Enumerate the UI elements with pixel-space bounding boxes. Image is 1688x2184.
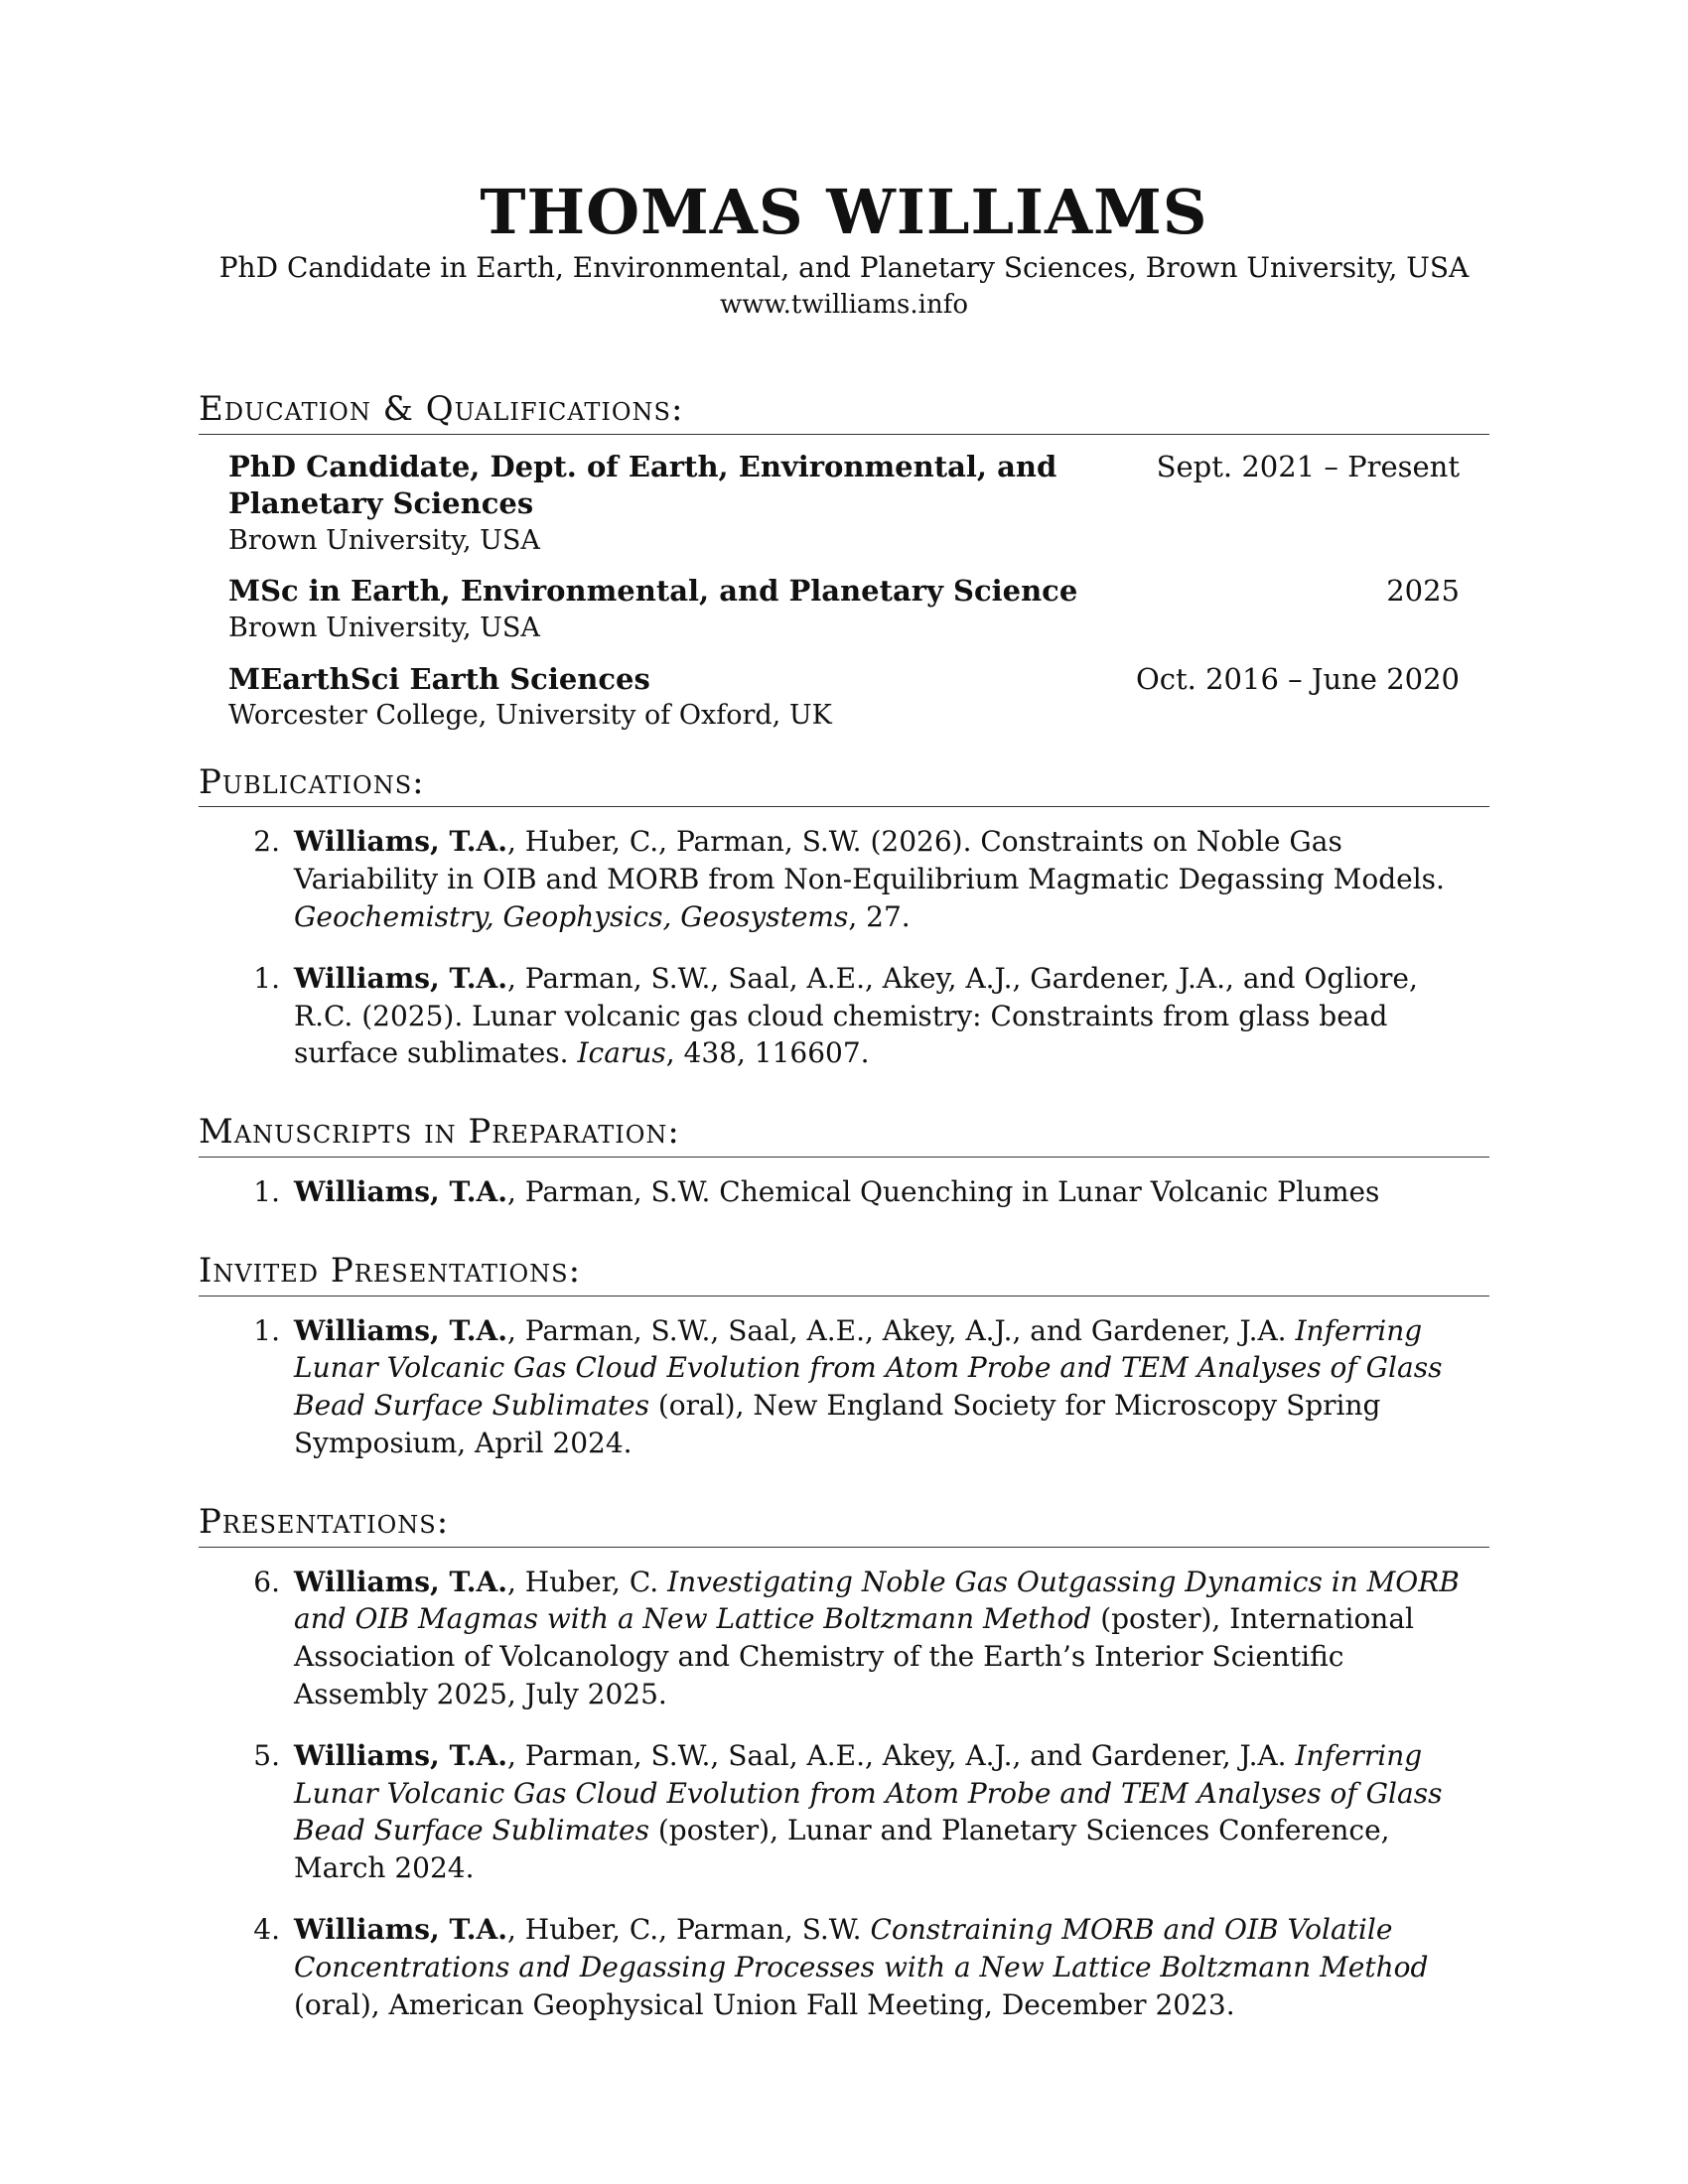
item-number: 4. bbox=[253, 1912, 280, 1946]
entry-venue: (poster), International Association of Volcanology and Chemistry of the Earth’s Interior Scientific Assembly 2025, July 2025. bbox=[294, 1602, 1414, 1710]
list-item bbox=[199, 1173, 1489, 1211]
item-number: 1. bbox=[253, 961, 280, 995]
cv-subtitle: PhD Candidate in Earth, Environmental, and Planetary Sciences, Brown University, USA bbox=[218, 251, 1470, 285]
invited-section bbox=[199, 1251, 1489, 1462]
list-item bbox=[199, 823, 1489, 935]
entry-text bbox=[294, 1173, 1485, 1211]
list-item bbox=[199, 1911, 1489, 2023]
institution: Brown University, USA bbox=[228, 613, 540, 644]
cv-name: THOMAS WILLIAMS bbox=[480, 176, 1208, 248]
entry-details: , Huber, C., Parman, S.W. (2026). Constraints on Noble Gas Variability in OIB and MORB from Non-Equilibrium Magmatic Degassing Models. bbox=[294, 825, 1445, 896]
education-item bbox=[228, 573, 1460, 646]
entry-author: Williams, T.A. bbox=[294, 825, 507, 859]
entry-title: Icarus bbox=[577, 1036, 666, 1070]
entry-details: , Parman, S.W. Chemical Quenching in Lunar Volcanic Plumes bbox=[506, 1175, 1380, 1208]
entry-text bbox=[294, 1312, 1485, 1462]
presentations-section bbox=[199, 1502, 1489, 2024]
education-item bbox=[228, 449, 1460, 560]
item-number: 2. bbox=[253, 825, 280, 859]
education-item bbox=[228, 661, 1460, 735]
degree-title: MEarthSci Earth Sciences bbox=[228, 661, 650, 696]
presentations-list bbox=[199, 1564, 1489, 2024]
entry-details: , Huber, C., Parman, S.W. bbox=[506, 1912, 871, 1946]
education-section bbox=[199, 389, 1489, 735]
degree-title: PhD Candidate, Dept. of Earth, Environmental, and Planetary Sciences bbox=[228, 449, 1057, 521]
entry-title: Constraining MORB and OIB Volatile Concentrations and Degassing Processes with a New Lattice Boltzmann Method bbox=[294, 1912, 1429, 1983]
entry-title: Inferring Lunar Volcanic Gas Cloud Evolution from Atom Probe and TEM Analyses of Glass Bead Surface Sublimates bbox=[294, 1738, 1443, 1847]
list-item bbox=[199, 1312, 1489, 1462]
entry-venue: , 438, 116607. bbox=[665, 1036, 870, 1070]
institution: Worcester College, University of Oxford, UK bbox=[228, 700, 832, 732]
entry-text bbox=[294, 1911, 1485, 2023]
education-list bbox=[228, 449, 1460, 735]
entry-author: Williams, T.A. bbox=[294, 1738, 507, 1772]
entry-details: , Huber, C. bbox=[506, 1565, 668, 1598]
entry-author: Williams, T.A. bbox=[294, 961, 507, 995]
entry-venue: (poster), Lunar and Planetary Sciences Conference, March 2024. bbox=[294, 1814, 1390, 1885]
entry-author: Williams, T.A. bbox=[294, 1565, 507, 1598]
list-item bbox=[199, 960, 1489, 1072]
entry-details: , Parman, S.W., Saal, A.E., Akey, A.J., Gardener, J.A., and Ogliore, R.C. (2025). Lunar volcanic gas cloud chemistry: Constraints from glass bead surface sublimates. bbox=[294, 961, 1418, 1070]
publications-list bbox=[199, 823, 1489, 1072]
entry-author: Williams, T.A. bbox=[294, 1313, 507, 1347]
item-number: 5. bbox=[253, 1738, 280, 1772]
item-number: 1. bbox=[253, 1313, 280, 1347]
item-number: 6. bbox=[253, 1565, 280, 1598]
education-date: Oct. 2016 – June 2020 bbox=[1135, 661, 1460, 696]
cv-page bbox=[199, 176, 1489, 2047]
entry-text bbox=[294, 1564, 1485, 1713]
entry-venue: (oral), New England Society for Microscopy Spring Symposium, April 2024. bbox=[294, 1389, 1381, 1459]
cv-website: www.twilliams.info bbox=[719, 290, 968, 321]
invited-heading: Invited Presentations: bbox=[199, 1251, 1489, 1297]
list-item bbox=[199, 1737, 1489, 1887]
entry-title: Investigating Noble Gas Outgassing Dynamics in MORB and OIB Magmas with a New Lattice Boltzmann Method bbox=[294, 1565, 1460, 1636]
entry-title: Geochemistry, Geophysics, Geosystems bbox=[294, 900, 849, 934]
degree-title: MSc in Earth, Environmental, and Planetary Science bbox=[228, 574, 1078, 609]
entry-details: , Parman, S.W., Saal, A.E., Akey, A.J., and Gardener, J.A. bbox=[506, 1738, 1296, 1772]
entry-venue: , 27. bbox=[848, 900, 911, 934]
entry-text bbox=[294, 1737, 1485, 1887]
list-item bbox=[199, 1564, 1489, 1713]
publications-section bbox=[199, 762, 1489, 1073]
publications-heading: Publications: bbox=[199, 762, 1489, 808]
manuscripts-list bbox=[199, 1173, 1489, 1211]
manuscripts-heading: Manuscripts in Preparation: bbox=[199, 1112, 1489, 1158]
education-heading: Education & Qualifications: bbox=[199, 389, 1489, 435]
entry-venue: (oral), American Geophysical Union Fall Meeting, December 2023. bbox=[294, 1987, 1235, 2021]
entry-author: Williams, T.A. bbox=[294, 1175, 507, 1208]
manuscripts-section bbox=[199, 1112, 1489, 1211]
entry-text bbox=[294, 823, 1485, 935]
education-date: 2025 bbox=[1386, 574, 1460, 609]
institution: Brown University, USA bbox=[228, 524, 540, 556]
invited-list bbox=[199, 1312, 1489, 1462]
item-number: 1. bbox=[253, 1175, 280, 1208]
presentations-heading: Presentations: bbox=[199, 1502, 1489, 1548]
education-date: Sept. 2021 – Present bbox=[1156, 449, 1460, 483]
entry-text bbox=[294, 960, 1485, 1072]
entry-title: Inferring Lunar Volcanic Gas Cloud Evolution from Atom Probe and TEM Analyses of Glass Bead Surface Sublimates bbox=[294, 1313, 1443, 1423]
entry-details: , Parman, S.W., Saal, A.E., Akey, A.J., and Gardener, J.A. bbox=[506, 1313, 1296, 1347]
entry-author: Williams, T.A. bbox=[294, 1912, 507, 1946]
